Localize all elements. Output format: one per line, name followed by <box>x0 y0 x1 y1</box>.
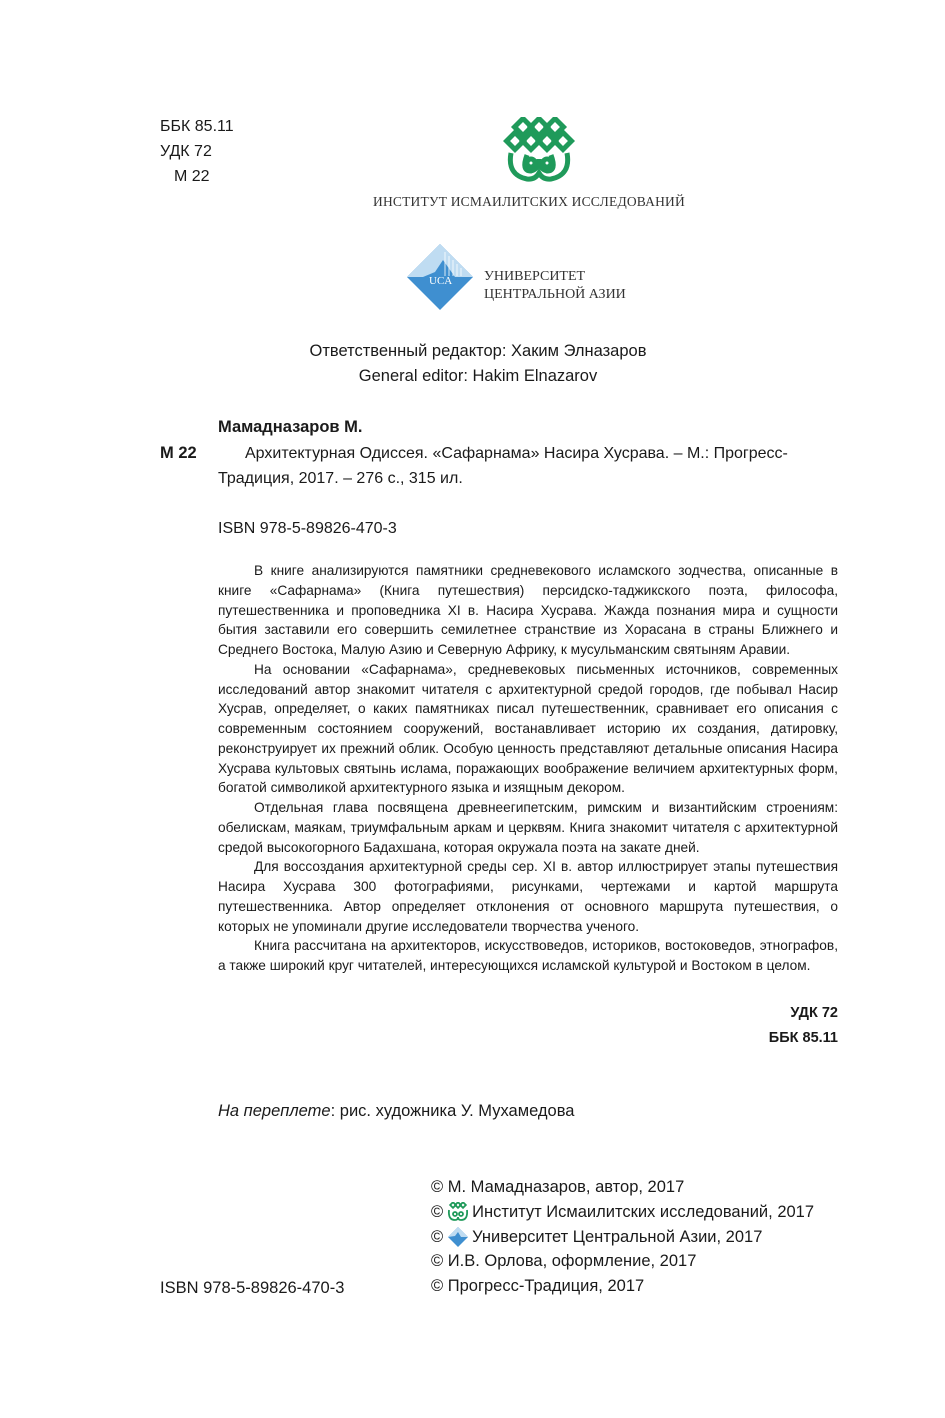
classification-block <box>160 114 234 189</box>
bib-mark: М 22 <box>160 444 197 462</box>
copyright-text: Прогресс-Традиция, 2017 <box>447 1277 645 1296</box>
copyright-symbol: © <box>431 1202 444 1221</box>
institute-small-icon <box>447 1202 469 1222</box>
abstract-codes <box>769 1001 838 1051</box>
copyright-text: Университет Центральной Азии, 2017 <box>472 1227 763 1246</box>
udk-code: УДК 72 <box>160 143 212 160</box>
copyright-text: М. Мамадназаров, автор, 2017 <box>447 1178 685 1196</box>
abstract-bbk: ББК 85.11 <box>768 1030 838 1046</box>
abstract-paragraph: Для воссоздания архитектурной среды сер. XI в. автор иллюстрирует этапы путешествия Насира Хусрава 300 фотографиями, рисунками, чертежами и картой маршрута путешественника. Автор определяет отклонения от основного маршрута путешествия, о которых не упоминали другие исследователи творчества ученого. <box>218 859 838 934</box>
uca-abbrev: UCA <box>429 275 453 287</box>
editor-ru: Ответственный редактор: Хаким Элназаров <box>309 342 647 360</box>
uca-name <box>484 268 626 304</box>
abstract-paragraph: Отдельная глава посвящена древнеегипетским, римским и византийским строениям: обелискам, маякам, триумфальным аркам и церквям. Книга знакомит читателя с архитектурной средой высокогорного Бадахшана, которая окружала поэта на закате дней. <box>218 800 838 855</box>
bib-title-line2: Традиция, 2017. – 276 с., 315 ил. <box>218 470 463 487</box>
uca-name-line1: УНИВЕРСИТЕТ <box>484 269 586 284</box>
copyright-line <box>431 1175 814 1200</box>
isbn-bottom: ISBN 978-5-89826-470-3 <box>160 1279 345 1297</box>
abstract <box>218 561 838 976</box>
abstract-udk: УДК 72 <box>790 1005 838 1021</box>
bib-title-line1: Архитектурная Одиссея. «Сафарнама» Насира Хусрава. – М.: Прогресс- <box>245 445 788 462</box>
uca-logo <box>405 242 475 312</box>
uca-mountain-icon <box>405 242 475 312</box>
cover-credit-text: : рис. художника У. Мухамедова <box>330 1102 575 1120</box>
cover-credit-label: На переплете <box>218 1102 331 1120</box>
abstract-paragraph: Книга рассчитана на архитекторов, искусствоведов, историков, востоковедов, этнографов, а также широкий круг читателей, интересующихся исламской культурой и Востоком в целом. <box>218 938 838 973</box>
copyright-line <box>431 1200 814 1225</box>
author-mark: М 22 <box>174 168 210 185</box>
copyright-block <box>431 1175 814 1299</box>
copyright-symbol: © <box>431 1227 444 1246</box>
copyright-text: Институт Исмаилитских исследований, 2017 <box>472 1202 815 1221</box>
bib-isbn: ISBN 978-5-89826-470-3 <box>218 520 397 537</box>
editors-block <box>198 339 758 389</box>
copyright-symbol: © <box>431 1178 444 1196</box>
editor-en: General editor: Hakim Elnazarov <box>358 367 598 385</box>
abstract-paragraph: На основании «Сафарнама», средневековых письменных источников, современных исследований автор знакомит читателя с архитектурной средой городов, где побывал Насир Хусрав, определяет, о каких памятниках писал путешественник, сравнивает его описания с современным состоянием сооружений, востанавливает историю их создания, датировку, реконструирует их прежний облик. Особую ценность представляют детальные описания Насира Хусрава культовых святынь ислама, поражающих воображение величием архитектурных форм, богатой символикой архитектурного языка и изящным декором. <box>218 661 838 796</box>
bib-author: Мамадназаров М. <box>218 418 363 436</box>
institute-logo <box>503 117 575 189</box>
institute-name: ИНСТИТУТ ИСМАИЛИТСКИХ ИССЛЕДОВАНИЙ <box>373 194 685 209</box>
cover-credit <box>218 1099 574 1124</box>
bbk-code: ББК 85.11 <box>160 118 234 135</box>
copyright-line <box>431 1274 814 1299</box>
institute-knot-icon <box>503 117 575 189</box>
abstract-paragraph: В книге анализируются памятники средневекового исламского зодчества, описанные в книге «Сафарнама» (Книга путешествия) персидско-таджикского поэта, философа, путешественника и проповедника XI в. Насира Хусрава. Жажда познания мира и сущности бытия заставили его совершить семилетнее странствие из Хорасана в страны Ближнего и Среднего Востока, Малую Азию и Северную Африку, к мусульманским святыням Аравии. <box>218 563 838 657</box>
copyright-line <box>431 1225 814 1250</box>
uca-small-icon <box>447 1227 469 1247</box>
uca-name-line2: ЦЕНТРАЛЬНОЙ АЗИИ <box>484 287 626 302</box>
copyright-symbol: © <box>431 1252 444 1271</box>
copyright-text: И.В. Орлова, оформление, 2017 <box>447 1252 697 1271</box>
copyright-line <box>431 1249 814 1274</box>
copyright-symbol: © <box>431 1277 444 1296</box>
